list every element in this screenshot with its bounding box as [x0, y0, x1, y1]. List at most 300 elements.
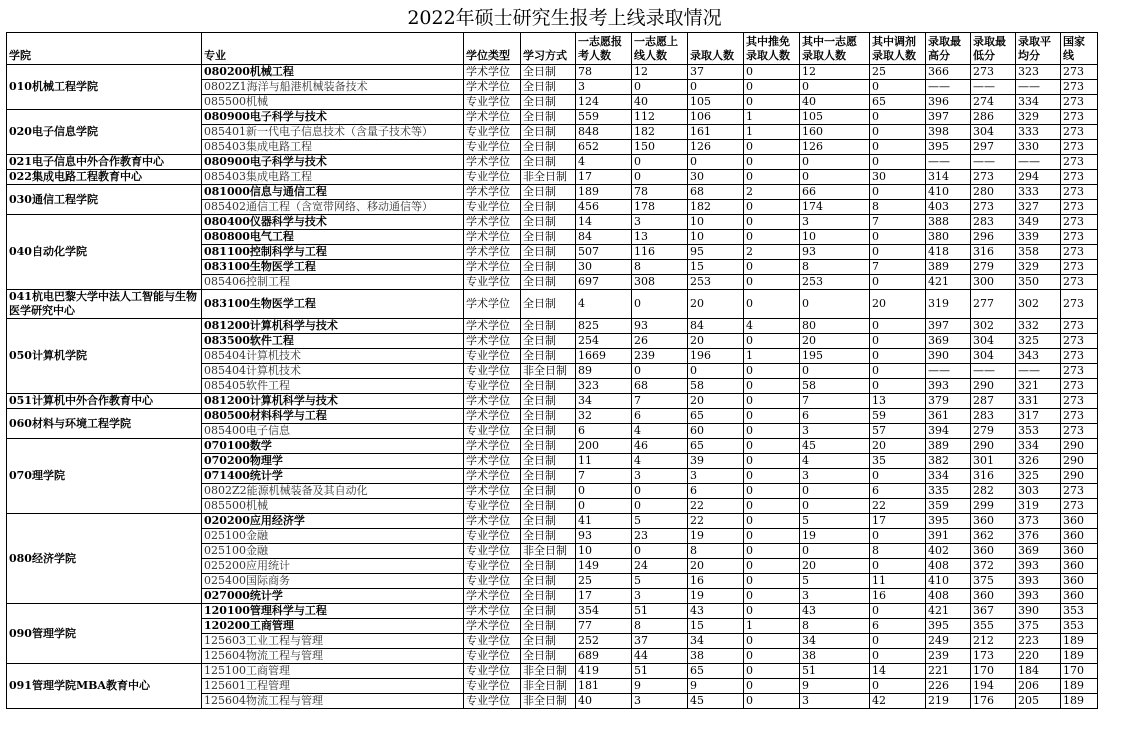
admit-cell: 19	[688, 529, 744, 544]
min-cell: 360	[971, 514, 1016, 529]
max-cell: 369	[926, 334, 971, 349]
pass-cell: 6	[632, 409, 688, 424]
min-cell: 286	[971, 110, 1016, 125]
min-cell: 297	[971, 140, 1016, 155]
table-row	[7, 185, 1098, 200]
adjust-cell: 17	[870, 514, 926, 529]
avg-cell: 319	[1016, 499, 1061, 514]
national-cell: 273	[1061, 125, 1098, 140]
major-cell: 080200机械工程	[202, 65, 464, 80]
apply-cell: 124	[576, 95, 632, 110]
first-choice-cell: 5	[800, 574, 870, 589]
apply-cell: 419	[576, 664, 632, 679]
pass-cell: 0	[632, 170, 688, 185]
apply-cell: 323	[576, 379, 632, 394]
admit-cell: 20	[688, 334, 744, 349]
max-cell: 418	[926, 245, 971, 260]
max-cell: 408	[926, 589, 971, 604]
first-choice-cell: 160	[800, 125, 870, 140]
min-cell: ——	[971, 155, 1016, 170]
recommend-cell: 0	[744, 679, 800, 694]
first-choice-cell: 9	[800, 679, 870, 694]
degree-type-cell: 学术学位	[464, 80, 521, 95]
apply-cell: 11	[576, 454, 632, 469]
study-mode-cell: 全日制	[521, 230, 576, 245]
school-cell: 090管理学院	[7, 604, 202, 664]
national-cell: 170	[1061, 664, 1098, 679]
min-cell: 355	[971, 619, 1016, 634]
pass-cell: 0	[632, 155, 688, 170]
apply-cell: 25	[576, 574, 632, 589]
min-cell: 176	[971, 694, 1016, 709]
adjust-cell: 11	[870, 574, 926, 589]
max-cell: 391	[926, 529, 971, 544]
min-cell: 273	[971, 65, 1016, 80]
degree-type-cell: 学术学位	[464, 65, 521, 80]
first-choice-cell: 6	[800, 409, 870, 424]
national-cell: 273	[1061, 409, 1098, 424]
pass-cell: 116	[632, 245, 688, 260]
study-mode-cell: 全日制	[521, 634, 576, 649]
admit-cell: 68	[688, 185, 744, 200]
national-cell: 273	[1061, 245, 1098, 260]
study-mode-cell: 全日制	[521, 514, 576, 529]
first-choice-cell: 5	[800, 514, 870, 529]
recommend-cell: 0	[744, 574, 800, 589]
recommend-cell: 0	[744, 499, 800, 514]
apply-cell: 354	[576, 604, 632, 619]
pass-cell: 178	[632, 200, 688, 215]
school-cell: 020电子信息学院	[7, 110, 202, 155]
max-cell: 382	[926, 454, 971, 469]
admit-cell: 38	[688, 649, 744, 664]
admit-cell: 43	[688, 604, 744, 619]
min-cell: 282	[971, 484, 1016, 499]
major-cell: 085404计算机技术	[202, 364, 464, 379]
apply-cell: 181	[576, 679, 632, 694]
admit-cell: 60	[688, 424, 744, 439]
recommend-cell: 0	[744, 454, 800, 469]
national-cell: 360	[1061, 514, 1098, 529]
min-cell: 362	[971, 529, 1016, 544]
adjust-cell: 0	[870, 529, 926, 544]
apply-cell: 4	[576, 290, 632, 319]
max-cell: 397	[926, 319, 971, 334]
apply-cell: 84	[576, 230, 632, 245]
admit-cell: 182	[688, 200, 744, 215]
admit-cell: 37	[688, 65, 744, 80]
min-cell: 273	[971, 200, 1016, 215]
pass-cell: 3	[632, 589, 688, 604]
first-choice-cell: 0	[800, 499, 870, 514]
school-cell: 091管理学院MBA教育中心	[7, 664, 202, 709]
min-cell: 194	[971, 679, 1016, 694]
national-cell: 290	[1061, 469, 1098, 484]
adjust-cell: 7	[870, 215, 926, 230]
first-choice-cell: 0	[800, 290, 870, 319]
apply-cell: 0	[576, 499, 632, 514]
admit-cell: 10	[688, 230, 744, 245]
major-cell: 080900电子科学与技术	[202, 110, 464, 125]
recommend-cell: 0	[744, 664, 800, 679]
study-mode-cell: 全日制	[521, 260, 576, 275]
admit-cell: 20	[688, 559, 744, 574]
column-header: 专业	[202, 33, 464, 65]
study-mode-cell: 全日制	[521, 469, 576, 484]
study-mode-cell: 全日制	[521, 409, 576, 424]
pass-cell: 0	[632, 544, 688, 559]
admit-cell: 0	[688, 80, 744, 95]
national-cell: 273	[1061, 275, 1098, 290]
adjust-cell: 30	[870, 170, 926, 185]
first-choice-cell: 43	[800, 604, 870, 619]
major-cell: 125100工商管理	[202, 664, 464, 679]
degree-type-cell: 学术学位	[464, 589, 521, 604]
pass-cell: 51	[632, 604, 688, 619]
school-cell: 010机械工程学院	[7, 65, 202, 110]
min-cell: 279	[971, 260, 1016, 275]
adjust-cell: 35	[870, 454, 926, 469]
major-cell: 085401新一代电子信息技术（含量子技术等）	[202, 125, 464, 140]
major-cell: 081200计算机科学与技术	[202, 319, 464, 334]
max-cell: 239	[926, 649, 971, 664]
avg-cell: 393	[1016, 574, 1061, 589]
avg-cell: 325	[1016, 469, 1061, 484]
recommend-cell: 0	[744, 439, 800, 454]
table-row	[7, 65, 1098, 80]
first-choice-cell: 195	[800, 349, 870, 364]
admit-cell: 84	[688, 319, 744, 334]
min-cell: ——	[971, 364, 1016, 379]
first-choice-cell: 8	[800, 619, 870, 634]
apply-cell: 1669	[576, 349, 632, 364]
national-cell: 290	[1061, 454, 1098, 469]
admit-cell: 65	[688, 664, 744, 679]
min-cell: 304	[971, 334, 1016, 349]
avg-cell: 393	[1016, 559, 1061, 574]
school-cell: 051计算机中外合作教育中心	[7, 394, 202, 409]
max-cell: 335	[926, 484, 971, 499]
column-header: 学院	[7, 33, 202, 65]
apply-cell: 507	[576, 245, 632, 260]
degree-type-cell: 专业学位	[464, 529, 521, 544]
pass-cell: 239	[632, 349, 688, 364]
pass-cell: 51	[632, 664, 688, 679]
study-mode-cell: 全日制	[521, 80, 576, 95]
pass-cell: 46	[632, 439, 688, 454]
first-choice-cell: 38	[800, 649, 870, 664]
min-cell: 372	[971, 559, 1016, 574]
degree-type-cell: 学术学位	[464, 319, 521, 334]
degree-type-cell: 学术学位	[464, 110, 521, 125]
min-cell: 273	[971, 170, 1016, 185]
min-cell: 360	[971, 544, 1016, 559]
national-cell: 273	[1061, 319, 1098, 334]
apply-cell: 4	[576, 155, 632, 170]
major-cell: 081000信息与通信工程	[202, 185, 464, 200]
study-mode-cell: 全日制	[521, 319, 576, 334]
min-cell: 302	[971, 319, 1016, 334]
national-cell: 273	[1061, 290, 1098, 319]
recommend-cell: 0	[744, 334, 800, 349]
adjust-cell: 8	[870, 544, 926, 559]
avg-cell: 329	[1016, 260, 1061, 275]
first-choice-cell: 0	[800, 80, 870, 95]
adjust-cell: 7	[870, 260, 926, 275]
first-choice-cell: 40	[800, 95, 870, 110]
pass-cell: 3	[632, 469, 688, 484]
apply-cell: 0	[576, 484, 632, 499]
major-cell: 125603工业工程与管理	[202, 634, 464, 649]
first-choice-cell: 10	[800, 230, 870, 245]
recommend-cell: 0	[744, 364, 800, 379]
table-row	[7, 604, 1098, 619]
degree-type-cell: 专业学位	[464, 275, 521, 290]
national-cell: 273	[1061, 379, 1098, 394]
adjust-cell: 0	[870, 140, 926, 155]
admit-cell: 3	[688, 469, 744, 484]
major-cell: 081200计算机科学与技术	[202, 394, 464, 409]
recommend-cell: 0	[744, 65, 800, 80]
min-cell: 296	[971, 230, 1016, 245]
pass-cell: 150	[632, 140, 688, 155]
admit-cell: 58	[688, 379, 744, 394]
first-choice-cell: 0	[800, 364, 870, 379]
recommend-cell: 0	[744, 95, 800, 110]
national-cell: 273	[1061, 260, 1098, 275]
study-mode-cell: 全日制	[521, 529, 576, 544]
study-mode-cell: 全日制	[521, 574, 576, 589]
apply-cell: 10	[576, 544, 632, 559]
national-cell: 273	[1061, 110, 1098, 125]
apply-cell: 3	[576, 80, 632, 95]
study-mode-cell: 全日制	[521, 394, 576, 409]
pass-cell: 8	[632, 260, 688, 275]
degree-type-cell: 学术学位	[464, 619, 521, 634]
degree-type-cell: 学术学位	[464, 245, 521, 260]
apply-cell: 689	[576, 649, 632, 664]
min-cell: 290	[971, 379, 1016, 394]
national-cell: 360	[1061, 544, 1098, 559]
degree-type-cell: 专业学位	[464, 125, 521, 140]
adjust-cell: 42	[870, 694, 926, 709]
table-row	[7, 394, 1098, 409]
admit-cell: 106	[688, 110, 744, 125]
degree-type-cell: 专业学位	[464, 364, 521, 379]
max-cell: 361	[926, 409, 971, 424]
table-row	[7, 215, 1098, 230]
first-choice-cell: 126	[800, 140, 870, 155]
first-choice-cell: 0	[800, 170, 870, 185]
major-cell: 083500软件工程	[202, 334, 464, 349]
apply-cell: 17	[576, 589, 632, 604]
adjust-cell: 0	[870, 110, 926, 125]
apply-cell: 77	[576, 619, 632, 634]
study-mode-cell: 非全日制	[521, 544, 576, 559]
max-cell: 395	[926, 140, 971, 155]
pass-cell: 3	[632, 694, 688, 709]
admit-cell: 161	[688, 125, 744, 140]
avg-cell: 375	[1016, 619, 1061, 634]
national-cell: 360	[1061, 574, 1098, 589]
major-cell: 080400仪器科学与技术	[202, 215, 464, 230]
study-mode-cell: 全日制	[521, 155, 576, 170]
avg-cell: 390	[1016, 604, 1061, 619]
major-cell: 085500机械	[202, 499, 464, 514]
adjust-cell: 22	[870, 499, 926, 514]
recommend-cell: 0	[744, 260, 800, 275]
first-choice-cell: 8	[800, 260, 870, 275]
min-cell: 173	[971, 649, 1016, 664]
first-choice-cell: 3	[800, 589, 870, 604]
degree-type-cell: 学术学位	[464, 514, 521, 529]
apply-cell: 41	[576, 514, 632, 529]
apply-cell: 848	[576, 125, 632, 140]
table-row	[7, 290, 1098, 319]
apply-cell: 456	[576, 200, 632, 215]
apply-cell: 200	[576, 439, 632, 454]
table-header	[7, 33, 1098, 65]
national-cell: 273	[1061, 364, 1098, 379]
min-cell: 375	[971, 574, 1016, 589]
first-choice-cell: 20	[800, 559, 870, 574]
degree-type-cell: 学术学位	[464, 439, 521, 454]
max-cell: 421	[926, 604, 971, 619]
major-cell: 080800电气工程	[202, 230, 464, 245]
recommend-cell: 0	[744, 394, 800, 409]
study-mode-cell: 全日制	[521, 65, 576, 80]
degree-type-cell: 专业学位	[464, 349, 521, 364]
adjust-cell: 0	[870, 634, 926, 649]
avg-cell: 393	[1016, 589, 1061, 604]
degree-type-cell: 学术学位	[464, 394, 521, 409]
national-cell: 360	[1061, 559, 1098, 574]
study-mode-cell: 全日制	[521, 499, 576, 514]
study-mode-cell: 全日制	[521, 439, 576, 454]
avg-cell: 206	[1016, 679, 1061, 694]
major-cell: 085404计算机技术	[202, 349, 464, 364]
degree-type-cell: 专业学位	[464, 574, 521, 589]
avg-cell: 223	[1016, 634, 1061, 649]
major-cell: 070200物理学	[202, 454, 464, 469]
max-cell: 395	[926, 619, 971, 634]
max-cell: 421	[926, 275, 971, 290]
school-cell: 040自动化学院	[7, 215, 202, 290]
admit-cell: 0	[688, 155, 744, 170]
study-mode-cell: 全日制	[521, 589, 576, 604]
pass-cell: 93	[632, 319, 688, 334]
study-mode-cell: 全日制	[521, 619, 576, 634]
first-choice-cell: 3	[800, 215, 870, 230]
recommend-cell: 0	[744, 649, 800, 664]
min-cell: 300	[971, 275, 1016, 290]
admit-cell: 20	[688, 394, 744, 409]
national-cell: 273	[1061, 155, 1098, 170]
degree-type-cell: 专业学位	[464, 544, 521, 559]
admit-cell: 22	[688, 499, 744, 514]
table-row	[7, 110, 1098, 125]
recommend-cell: 0	[744, 140, 800, 155]
first-choice-cell: 0	[800, 484, 870, 499]
min-cell: 301	[971, 454, 1016, 469]
avg-cell: 369	[1016, 544, 1061, 559]
recommend-cell: 0	[744, 379, 800, 394]
recommend-cell: 0	[744, 424, 800, 439]
avg-cell: 373	[1016, 514, 1061, 529]
admit-cell: 8	[688, 544, 744, 559]
national-cell: 273	[1061, 230, 1098, 245]
national-cell: 273	[1061, 80, 1098, 95]
avg-cell: ——	[1016, 364, 1061, 379]
major-cell: 125604物流工程与管理	[202, 694, 464, 709]
apply-cell: 252	[576, 634, 632, 649]
recommend-cell: 0	[744, 200, 800, 215]
adjust-cell: 6	[870, 619, 926, 634]
max-cell: 408	[926, 559, 971, 574]
adjust-cell: 59	[870, 409, 926, 424]
avg-cell: 220	[1016, 649, 1061, 664]
avg-cell: 358	[1016, 245, 1061, 260]
study-mode-cell: 全日制	[521, 290, 576, 319]
major-cell: 025100金融	[202, 529, 464, 544]
avg-cell: ——	[1016, 80, 1061, 95]
major-cell: 0802Z2能源机械装备及其自动化	[202, 484, 464, 499]
recommend-cell: 0	[744, 694, 800, 709]
apply-cell: 93	[576, 529, 632, 544]
degree-type-cell: 专业学位	[464, 664, 521, 679]
major-cell: 125604物流工程与管理	[202, 649, 464, 664]
avg-cell: 325	[1016, 334, 1061, 349]
national-cell: 353	[1061, 619, 1098, 634]
adjust-cell: 0	[870, 469, 926, 484]
recommend-cell: 2	[744, 185, 800, 200]
pass-cell: 3	[632, 215, 688, 230]
adjust-cell: 65	[870, 95, 926, 110]
degree-type-cell: 专业学位	[464, 649, 521, 664]
avg-cell: 317	[1016, 409, 1061, 424]
pass-cell: 4	[632, 454, 688, 469]
max-cell: 390	[926, 349, 971, 364]
max-cell: 403	[926, 200, 971, 215]
max-cell: 389	[926, 439, 971, 454]
study-mode-cell: 全日制	[521, 379, 576, 394]
adjust-cell: 0	[870, 379, 926, 394]
degree-type-cell: 专业学位	[464, 679, 521, 694]
adjust-cell: 0	[870, 319, 926, 334]
study-mode-cell: 全日制	[521, 125, 576, 140]
national-cell: 273	[1061, 95, 1098, 110]
min-cell: 287	[971, 394, 1016, 409]
first-choice-cell: 4	[800, 454, 870, 469]
recommend-cell: 0	[744, 604, 800, 619]
study-mode-cell: 全日制	[521, 275, 576, 290]
max-cell: 393	[926, 379, 971, 394]
adjust-cell: 0	[870, 349, 926, 364]
national-cell: 273	[1061, 170, 1098, 185]
pass-cell: 23	[632, 529, 688, 544]
adjust-cell: 0	[870, 559, 926, 574]
major-cell: 085405软件工程	[202, 379, 464, 394]
table-body	[7, 65, 1098, 709]
column-header: 录取平均分	[1016, 33, 1061, 65]
max-cell: 334	[926, 469, 971, 484]
first-choice-cell: 3	[800, 469, 870, 484]
first-choice-cell: 51	[800, 664, 870, 679]
school-cell: 021电子信息中外合作教育中心	[7, 155, 202, 170]
table-row	[7, 170, 1098, 185]
column-header: 一志愿上线人数	[632, 33, 688, 65]
recommend-cell: 0	[744, 155, 800, 170]
